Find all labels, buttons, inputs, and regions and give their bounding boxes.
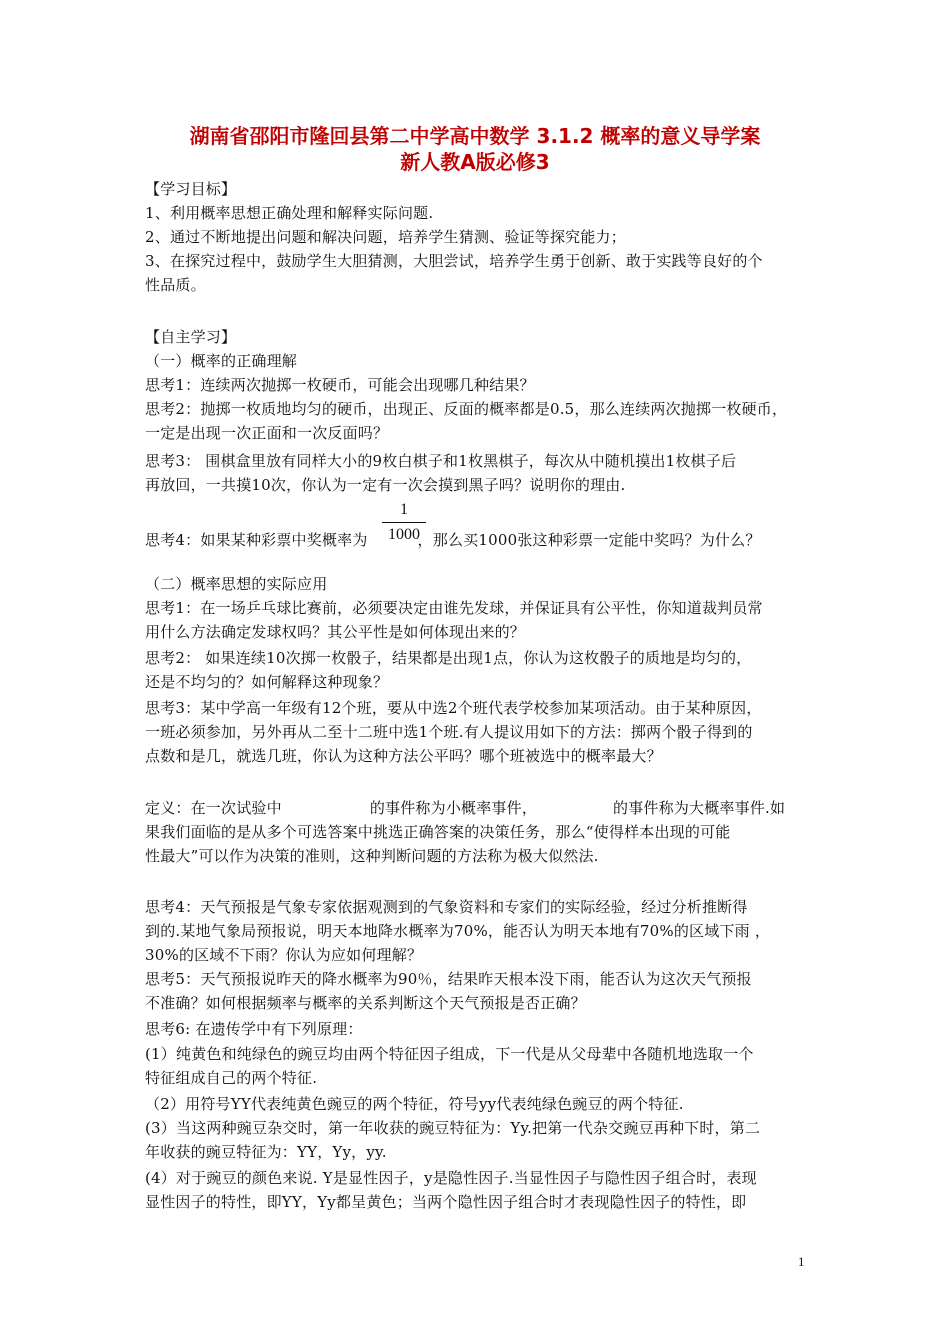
question-1-2: 思考2：抛掷一枚质地均匀的硬币，出现正、反面的概率都是0.5，那么连续两次抛掷一枚硬币， bbox=[145, 400, 788, 418]
question-2-6: 思考6: 在遗传学中有下列原理： bbox=[145, 1020, 363, 1038]
fraction-denominator: 1000 bbox=[388, 526, 420, 543]
question-1-4-text-b: ，那么买1000张这种彩票一定能中奖吗？为什么？ bbox=[417, 531, 761, 549]
question-1-4-text-a: 思考4：如果某种彩票中奖概率为 bbox=[145, 531, 368, 549]
question-2-3-cont-2: 点数和是几，就选几班，你认为这种方法公平吗？哪个班被选中的概率最大？ bbox=[145, 747, 662, 765]
question-1-3: 思考3： 围棋盒里放有同样大小的9枚白棋子和1枚黑棋子，每次从中随机摸出1枚棋子后 bbox=[145, 452, 737, 470]
question-2-3: 思考3：某中学高一年级有12个班，要从中选2个班代表学校参加某项活动。由于某种原因， bbox=[145, 699, 762, 717]
question-2-2-cont: 还是不均匀的？如何解释这种现象？ bbox=[145, 673, 389, 691]
definition-text-a: 定义：在一次试验中 bbox=[145, 799, 282, 817]
question-2-5-cont: 不准确？如何根据频率与概率的关系判断这个天气预报是否正确？ bbox=[145, 994, 586, 1012]
question-2-5: 思考5：天气预报说昨天的降水概率为90％，结果昨天根本没下雨，能否认为这次天气预报 bbox=[145, 970, 752, 988]
document-title-line-1: 湖南省邵阳市隆回县第二中学高中数学 3.1.2 概率的意义导学案 bbox=[189, 124, 761, 148]
definition-text-c: 的事件称为大概率事件.如 bbox=[613, 799, 786, 817]
definition-cont-2: 性最大”可以作为决策的准则，这种判断问题的方法称为极大似然法. bbox=[145, 847, 599, 865]
principle-2: （2）用符号YY代表纯黄色豌豆的两个特征，符号yy代表纯绿色豌豆的两个特征. bbox=[145, 1095, 684, 1113]
fraction-bar bbox=[382, 522, 426, 523]
objective-1: 1、利用概率思想正确处理和解释实际问题. bbox=[145, 204, 434, 222]
principle-1-cont: 特征组成自己的两个特征. bbox=[145, 1069, 318, 1087]
question-1-3-cont: 再放回，一共摸10次，你认为一定有一次会摸到黑子吗？说明你的理由. bbox=[145, 476, 626, 494]
question-2-4-cont-1: 到的.某地气象局预报说，明天本地降水概率为70%，能否认为明天本地有70%的区域下雨 ， bbox=[145, 922, 771, 940]
objective-3: 3、在探究过程中，鼓励学生大胆猜测，大胆尝试，培养学生勇于创新、敢于实践等良好的个 bbox=[145, 252, 763, 270]
principle-3-cont: 年收获的豌豆特征为：YY，Yy，yy. bbox=[145, 1143, 387, 1161]
principle-4-cont: 显性因子的特性，即YY，Yy都呈黄色；当两个隐性因子组合时才表现隐性因子的特性，即 bbox=[145, 1193, 747, 1211]
question-2-4: 思考4：天气预报是气象专家依据观测到的气象资料和专家们的实际经验，经过分析推断得 bbox=[145, 898, 748, 916]
document-title-line-2: 新人教A版必修3 bbox=[400, 150, 550, 174]
section-heading-objectives: 【学习目标】 bbox=[145, 180, 237, 198]
question-2-1: 思考1：在一场乒乓球比赛前，必须要决定由谁先发球，并保证具有公平性，你知道裁判员常 bbox=[145, 599, 763, 617]
question-1-2-cont: 一定是出现一次正面和一次反面吗？ bbox=[145, 424, 389, 442]
subsection-1-heading: （一）概率的正确理解 bbox=[145, 352, 298, 370]
question-2-2: 思考2： 如果连续10次掷一枚骰子，结果都是出现1点，你认为这枚骰子的质地是均匀的， bbox=[145, 649, 752, 667]
fraction-numerator: 1 bbox=[400, 501, 408, 518]
question-1-1: 思考1：连续两次抛掷一枚硬币，可能会出现哪几种结果？ bbox=[145, 376, 535, 394]
definition-cont-1: 果我们面临的是从多个可选答案中挑选正确答案的决策任务，那么“使得样本出现的可能 bbox=[145, 823, 731, 841]
definition bbox=[145, 797, 810, 819]
question-1-4 bbox=[145, 529, 810, 551]
definition-text-b: 的事件称为小概率事件， bbox=[369, 799, 538, 817]
objective-2: 2、通过不断地提出问题和解决问题，培养学生猜测、验证等探究能力； bbox=[145, 228, 626, 246]
question-2-4-cont-2: 30%的区域不下雨？你认为应如何理解？ bbox=[145, 946, 423, 964]
page-number: 1 bbox=[798, 1254, 805, 1269]
section-heading-self-study: 【自主学习】 bbox=[145, 328, 237, 346]
principle-4: (4）对于豌豆的颜色来说. Y是显性因子，y是隐性因子.当显性因子与隐性因子组合时，表现 bbox=[145, 1169, 757, 1187]
probability-fraction bbox=[380, 500, 428, 545]
subsection-2-heading: （二）概率思想的实际应用 bbox=[145, 575, 328, 593]
question-2-1-cont: 用什么方法确定发球权吗？其公平性是如何体现出来的？ bbox=[145, 623, 526, 641]
principle-3: (3）当这两种豌豆杂交时，第一年收获的豌豆特征为：Yy.把第一代杂交豌豆再种下时，第二 bbox=[145, 1119, 761, 1137]
question-2-3-cont-1: 一班必须参加，另外再从二至十二班中选1个班.有人提议用如下的方法：掷两个骰子得到的 bbox=[145, 723, 753, 741]
objective-3-cont: 性品质。 bbox=[145, 276, 206, 294]
principle-1: (1）纯黄色和纯绿色的豌豆均由两个特征因子组成，下一代是从父母辈中各随机地选取一个 bbox=[145, 1045, 754, 1063]
